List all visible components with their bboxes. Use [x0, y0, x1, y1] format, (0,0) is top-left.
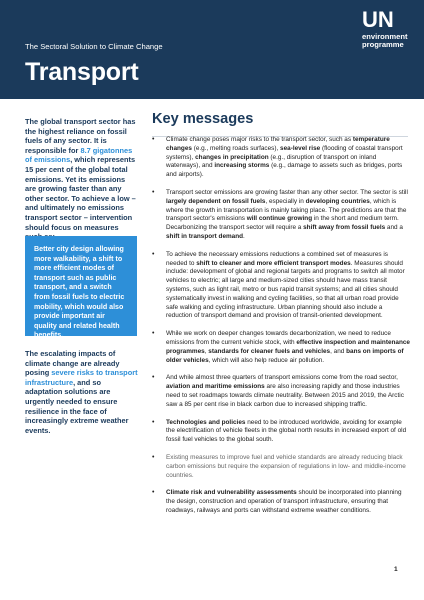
intro-highlight: 8.7 gigatonnes of emissions — [25, 145, 133, 165]
sidebar-intro — [25, 117, 137, 242]
header-subtitle: The Sectoral Solution to Climate Change — [25, 42, 163, 51]
key-message-emphasis: effective inspection and maintenance programmes — [166, 338, 410, 355]
key-message-text: and a — [385, 224, 403, 232]
key-message-emphasis: aviation and maritime emissions — [166, 383, 265, 391]
key-message-text: , especially in — [265, 197, 306, 205]
key-message-emphasis: bans on imports of older vehicles — [166, 347, 404, 364]
key-message-text: (flooding of coastal transport systems), — [166, 144, 403, 161]
unep-logo — [362, 9, 418, 49]
key-message-text: (e.g., damage to assets such as bridges, ports and airports). — [166, 162, 403, 179]
key-message-text: in the short and medium term. Decarbonizing the transport sector will require a — [166, 215, 399, 232]
bullet-dot-icon: • — [152, 330, 155, 338]
bullet-dot-icon: • — [152, 453, 155, 461]
key-message-text: should be incorporated into planning the design, construction and operation of transport infrastructure, ensuring that roadways, railways and ports can withstand extreme weather conditions. — [166, 489, 402, 514]
key-message-text: , and — [330, 347, 347, 355]
key-message-item — [152, 454, 410, 480]
key-message-text: Climate change poses major risks to the transport sector, such as — [166, 136, 353, 143]
key-message-text: are also increasing rapidly and those industries need to set roadmaps towards climate neutrality. Between 2015 and 2019, the Arctic saw a 85 per cent rise in black carbon due to increased shipping traffic. — [166, 383, 404, 408]
bullet-dot-icon: • — [152, 489, 155, 497]
bullet-dot-icon: • — [152, 374, 155, 382]
logo-subtext — [362, 33, 418, 49]
key-message-text: , — [204, 347, 209, 355]
key-message-text: , which is where the growth in transportation is mainly taking place. The predictions are that the transport sector's emissions — [166, 197, 407, 223]
logo-line-1: environment — [362, 32, 408, 41]
outro-highlight: severe risks to transport infrastructure — [25, 368, 138, 387]
key-message-text: . Measures should include: development of global and regional targets and programs to switch all motor vehicles to electric; all large and medium-sized cities should have mass transit systems, such as light rail, metro or bus rapid transit systems; and all cities should systematically invest in walking and cycling facilities, so that all urban road provide safe walking and cycling infrastructure. Urban planning should also include a reduction of transport demand and provision of transit-oriented development. — [166, 259, 405, 320]
key-message-emphasis: largely dependent on fossil fuels — [166, 197, 266, 205]
key-message-text: Transport sector emissions are growing faster than any other sector. The sector is still — [166, 188, 408, 196]
key-message-emphasis: temperature changes — [166, 136, 390, 152]
key-message-item — [152, 136, 410, 180]
outro-paragraph — [25, 349, 139, 435]
key-message-item — [152, 330, 410, 365]
key-message-item — [152, 489, 410, 515]
bullet-dot-icon: • — [152, 250, 155, 258]
key-message-emphasis: standards for cleaner fuels and vehicles — [208, 347, 331, 355]
key-message-item — [152, 374, 410, 409]
key-message-emphasis: will continue growing — [246, 215, 313, 223]
key-message-text: . — [243, 232, 245, 240]
key-message-item — [152, 251, 410, 321]
key-message-item — [152, 189, 410, 242]
key-message-item — [152, 419, 410, 445]
key-message-text: While we work on deeper changes towards decarbonization, we need to reduce emissions from the current vehicle stock, with — [166, 330, 391, 346]
intro-paragraph — [25, 117, 137, 242]
intro-text-a: The global transport sector has the highest reliance on fossil fuels of any sector. It is responsible for — [25, 117, 136, 155]
bullet-dot-icon: • — [152, 136, 155, 143]
page-title: Transport — [25, 58, 139, 86]
key-message-emphasis: changes in precipitation — [195, 153, 269, 161]
key-message-emphasis: increasing storms — [214, 162, 270, 170]
key-message-text: , which will also help reduce air pollution. — [208, 356, 325, 364]
key-message-emphasis: Technologies and policies — [166, 418, 246, 426]
highlight-box — [25, 236, 137, 340]
key-messages-title: Key messages — [152, 111, 254, 127]
key-message-text: Existing measures to improve fuel and vehicle standards are already reducing black carbon emissions but require the expansion of regulations in low- and middle-income countries. — [166, 453, 406, 479]
key-messages-section — [152, 111, 410, 525]
highlight-box-text: Better city design allowing more walkability, a shift to more efficient modes of transport such as public transport, and a switch from fossil fuels to electric mobility, which would also provide important air quality and related health benefits. — [34, 245, 125, 340]
intro-text-b: , which represents 15 per cent of the global total emissions. Yet its emissions are growing faster than any other sector. To achieve a low – and ultimately no emissions transport sector – intervention should focus on measures — [25, 155, 136, 232]
outro-text-b: , and so adaptation solutions are urgently needed to ensure resilience in the face of increasingly extreme weather events. — [25, 377, 129, 435]
key-message-emphasis: shift in transport demand — [166, 232, 244, 240]
key-messages-list — [152, 136, 410, 516]
key-message-emphasis: sea-level rise — [280, 144, 321, 152]
logo-line-2: programme — [362, 40, 404, 50]
key-message-emphasis: shift away from fossil fuels — [303, 224, 386, 232]
outro-text-a: The escalating impacts of climate change are already posing — [25, 349, 120, 378]
key-message-text: To achieve the necessary emissions reductions a combined set of measures is needed to — [166, 250, 389, 267]
bullet-dot-icon: • — [152, 418, 155, 426]
key-message-text: (e.g., melting roads surfaces), — [191, 144, 281, 152]
header-banner — [0, 0, 424, 99]
key-message-text: And while almost three quarters of transport emissions come from the road sector, — [166, 374, 398, 382]
page-number: 1 — [394, 566, 398, 573]
bullet-dot-icon: • — [152, 188, 155, 196]
key-message-emphasis: shift to cleaner and more efficient transport modes — [196, 259, 351, 267]
key-message-emphasis: developing countries — [305, 197, 370, 205]
key-message-text: need to be introduced worldwide, avoiding for example the electrification of vehicle fleets in the global north results in increased export of old fossil fuel vehicles to the global south. — [166, 418, 407, 444]
key-message-emphasis: Climate risk and vulnerability assessments — [166, 489, 297, 497]
logo-un-text: UN — [362, 7, 394, 32]
key-message-text: (e.g., disruption of transport on inland waterways), and — [166, 153, 377, 170]
